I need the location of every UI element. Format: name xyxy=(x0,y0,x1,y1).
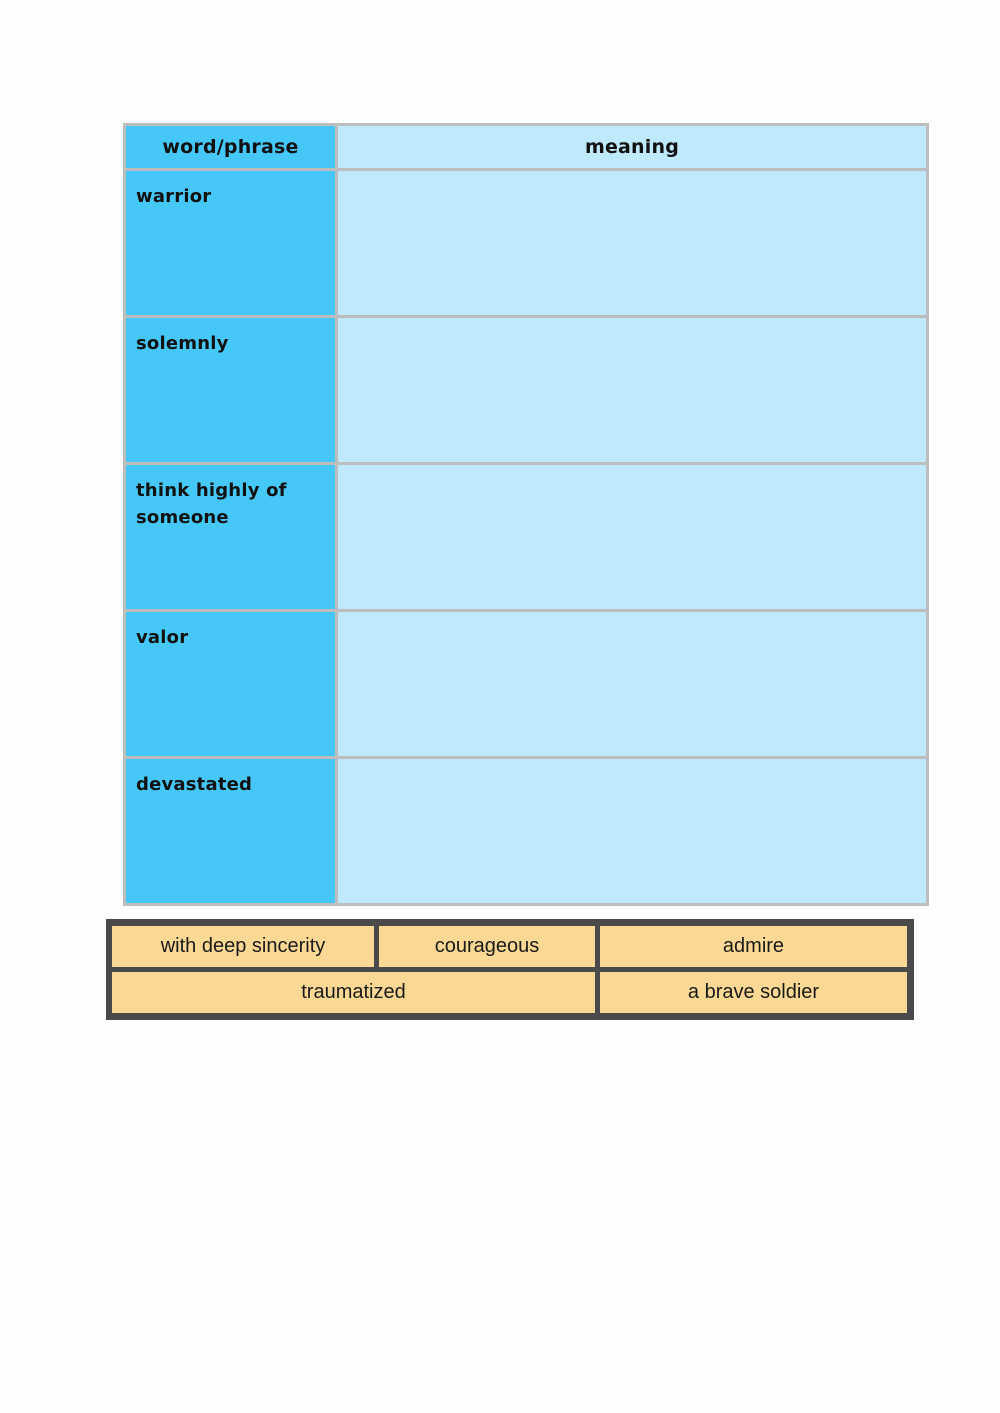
meaning-drop-zone[interactable] xyxy=(337,611,928,758)
header-meaning: meaning xyxy=(337,125,928,170)
word-tile-admire[interactable]: admire xyxy=(600,926,907,967)
table-row xyxy=(125,317,928,464)
word-bank xyxy=(106,919,914,1020)
vocabulary-table xyxy=(123,123,929,906)
word-tile-with-deep-sincerity[interactable]: with deep sincerity xyxy=(112,926,374,967)
header-word-phrase: word/phrase xyxy=(125,125,337,170)
table-row xyxy=(125,611,928,758)
meaning-drop-zone[interactable] xyxy=(337,758,928,905)
word-cell-valor: valor xyxy=(125,611,337,758)
word-tile-traumatized[interactable]: traumatized xyxy=(112,972,595,1013)
word-cell-solemnly: solemnly xyxy=(125,317,337,464)
word-cell-think-highly-of-someone: think highly of someone xyxy=(125,464,337,611)
table-row xyxy=(125,170,928,317)
word-tile-courageous[interactable]: courageous xyxy=(379,926,595,967)
word-cell-warrior: warrior xyxy=(125,170,337,317)
word-cell-devastated: devastated xyxy=(125,758,337,905)
meaning-drop-zone[interactable] xyxy=(337,464,928,611)
word-tile-a-brave-soldier[interactable]: a brave soldier xyxy=(600,972,907,1013)
table-row xyxy=(125,464,928,611)
table-header-row xyxy=(125,125,928,170)
meaning-drop-zone[interactable] xyxy=(337,170,928,317)
table-row xyxy=(125,758,928,905)
meaning-drop-zone[interactable] xyxy=(337,317,928,464)
